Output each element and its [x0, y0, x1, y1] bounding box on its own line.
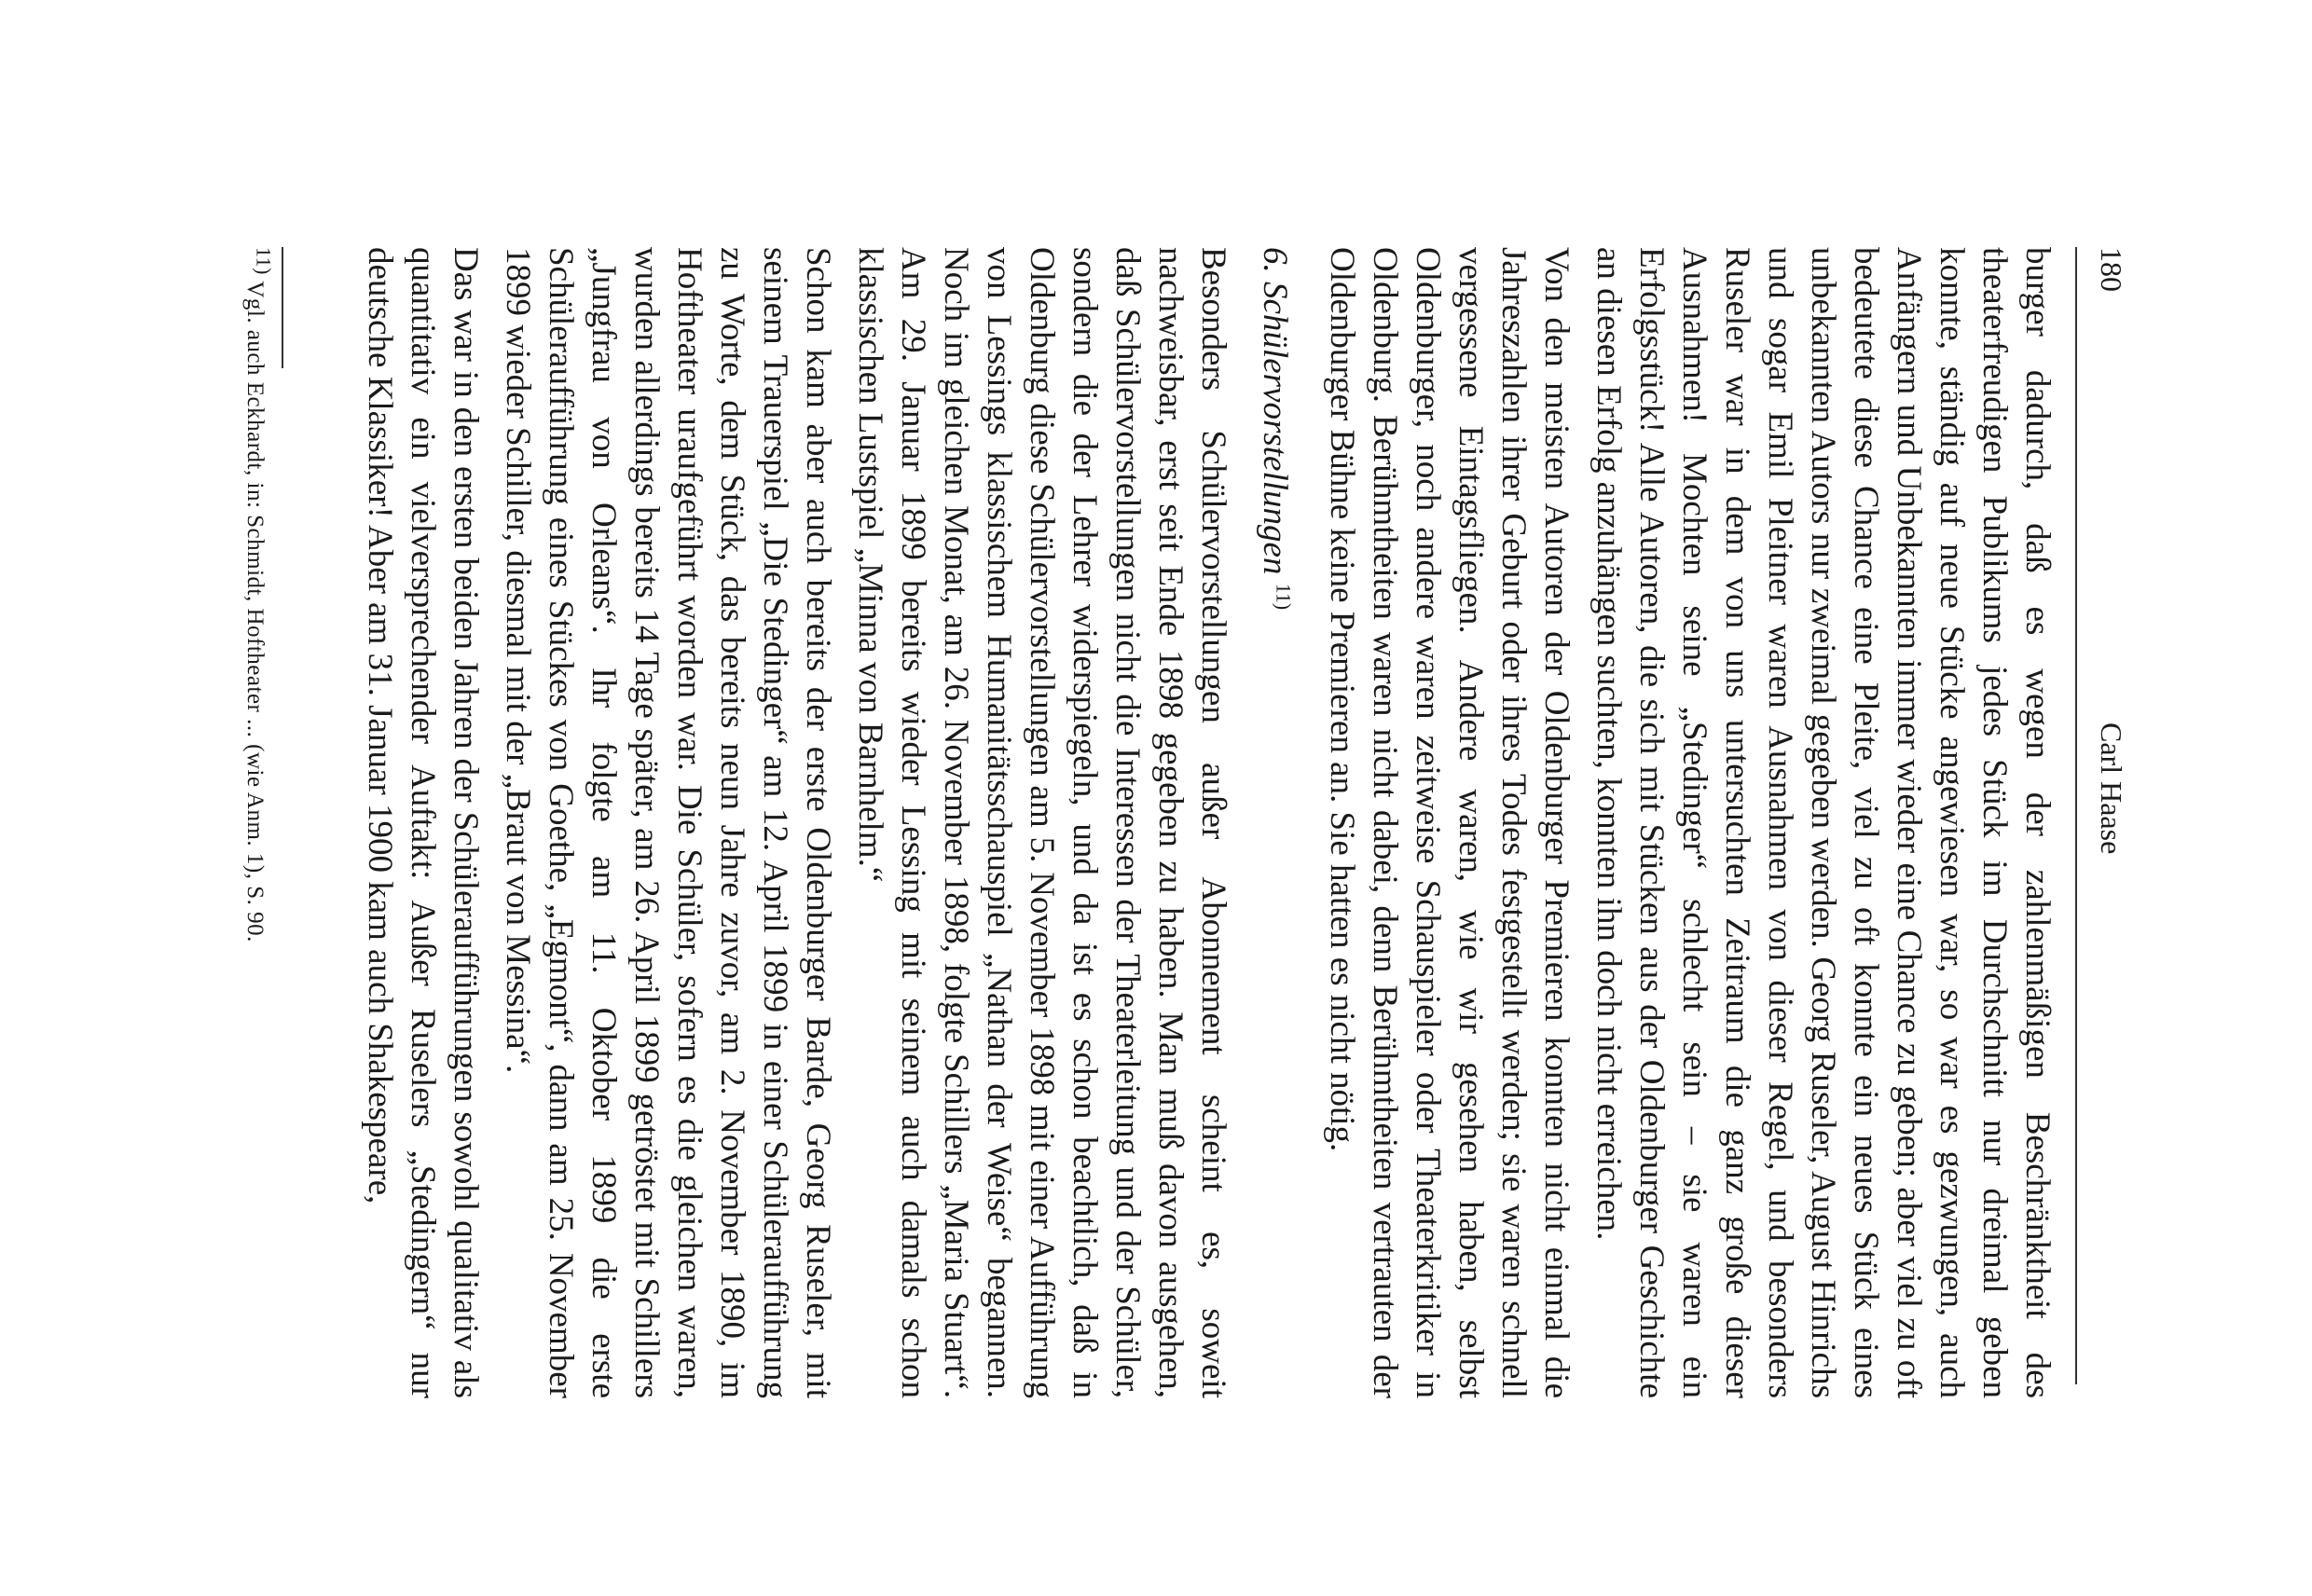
paragraph: Schon kam aber auch bereits der erste Oldenburger Barde, Georg Ruseler, mit seinem Trauerspiel „Die Stedinger“ am 12. April 1899 in einer Schüleraufführung zu Worte, dem Stück, das bereits neun Jahre zuvor, am 2. November 1890, im Hoftheater uraufgeführt worden war. Die Schüler, sofern es die gleichen waren, wurden allerdings bereits 14 Tage später, am 26. April 1899 getröstet mit Schillers „Jungfrau von Orleans“. Ihr folgte am 11. Oktober 1899 die erste Schüleraufführung eines Stückes von Goethe, „Egmont“, dann am 25. November 1899 wieder Schiller, diesmal mit der „Braut von Messina“.	[499, 247, 837, 1398]
header-rule	[2075, 247, 2077, 1384]
footnote	[239, 247, 276, 1384]
page-number: 180	[2095, 247, 2128, 292]
paragraph: Besonders Schülervorstellungen außer Abonnement scheint es, soweit nachweisbar, erst seit Ende 1898 gegeben zu haben. Man muß davon ausgehen, daß Schülervorstellungen nicht die Interessen der Theaterleitung und der Schüler, sondern die der Lehrer widerspiegeln, und da ist es schon beachtlich, daß in Oldenburg diese Schülervorstellungen am 5. November 1898 mit einer Aufführung von Lessings klassischem Humanitätsschauspiel „Nathan der Weise“ begannen. Noch im gleichen Monat, am 26. November 1898, folgte Schillers „Maria Stuart“. Am 29. Januar 1899 bereits wieder Lessing mit seinem auch damals schon klassischen Lustspiel „Minna von Barnhelm.“	[851, 247, 1232, 1398]
footnote-text: Vgl. auch Eckhardt, in: Schmidt, Hoftheater ... (wie Anm. 1), S. 90.	[242, 281, 268, 942]
section-heading-text: 6. Schülervorstellungen	[1256, 247, 1294, 575]
paragraph: Das war in den ersten beiden Jahren der Schüleraufführungen sowohl qualitativ als quantitativ ein vielversprechender Auftakt: Außer Ruselers „Stedingern“ nur deutsche Klassiker! Aber am 31. Januar 1900 kam auch Shakespeare,	[361, 247, 485, 1398]
page-header	[2074, 247, 2130, 1366]
section-heading	[1253, 247, 1296, 1398]
paragraph: Von den meisten Autoren der Oldenburger Premieren konnten nicht einmal die Jahreszahlen ihrer Geburt oder ihres Todes festgestellt werden; sie waren schnell vergessene Eintagsfliegen. Andere waren, wie wir gesehen haben, selbst Oldenburger, noch andere waren zeitweise Schauspieler oder Theaterkritiker in Oldenburg. Berühmtheiten waren nicht dabei, denn Berühmtheiten vertrauten der Oldenburger Bühne keine Premieren an. Sie hatten es nicht nötig.	[1323, 247, 1576, 1398]
footnote-reference: 11)	[1272, 583, 1296, 611]
paragraph: burger dadurch, daß es wegen der zahlenmäßigen Beschränktheit des theaterfreudigen Publikums jedes Stück im Durchschnitt nur dreimal geben konnte, ständig auf neue Stücke angewiesen war, so war es gezwungen, auch Anfängern und Unbekannten immer wieder eine Chance zu geben; aber viel zu oft bedeutete diese Chance eine Pleite, viel zu oft konnte ein neues Stück eines unbekannten Autors nur zweimal gegeben werden. Georg Ruseler, August Hinrichs und sogar Emil Pleitner waren Ausnahmen von dieser Regel, und besonders Ruseler war in dem von uns untersuchten Zeitraum die ganz große dieser Ausnahmen! Mochten seine „Stedinger“ schlecht sein – sie waren ein Erfolgsstück! Alle Autoren, die sich mit Stücken aus der Oldenburger Geschichte an diesen Erfolg anzuhängen suchten, konnten ihn doch nicht erreichen.	[1590, 247, 2057, 1398]
footnote-rule	[282, 247, 283, 368]
footnote-number: 11)	[252, 247, 276, 276]
body-text	[358, 247, 2058, 1398]
running-head: Carl Haase	[2095, 722, 2128, 855]
